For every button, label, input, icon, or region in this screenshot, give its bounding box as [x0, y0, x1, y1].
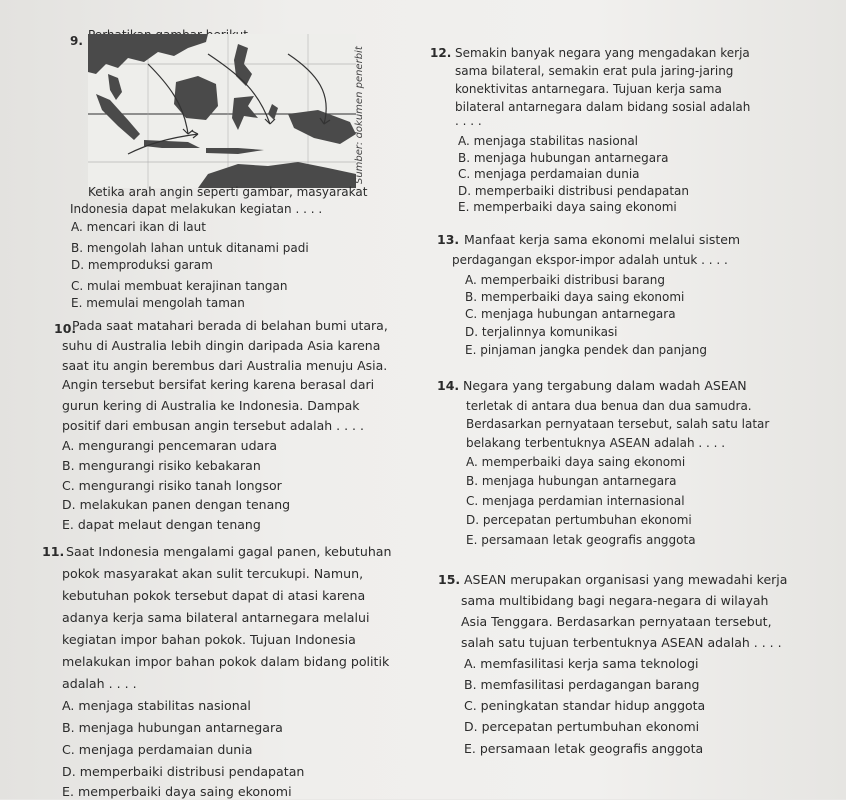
q10-option-d[interactable]: D. melakukan panen dengan tenang: [62, 497, 291, 512]
q12-option-a[interactable]: A. menjaga stabilitas nasional: [458, 134, 639, 148]
q11-option-c[interactable]: C. menjaga perdamaian dunia: [62, 742, 253, 757]
q13-number: 13.: [437, 232, 460, 247]
q10-option-b[interactable]: B. mengurangi risiko kebakaran: [62, 458, 261, 473]
q11-stem-line: pokok masyarakat akan sulit tercukupi. Namun,: [62, 566, 364, 581]
q13-option-d[interactable]: D. terjalinnya komunikasi: [465, 325, 618, 339]
q10-number: 10.: [54, 321, 77, 336]
q14-number: 14.: [437, 378, 460, 393]
q11-stem-line: adanya kerja sama bilateral antarnegara melalui: [62, 610, 370, 625]
q9-option-b[interactable]: B. mengolah lahan untuk ditanami padi: [71, 241, 309, 255]
q13-option-a[interactable]: A. memperbaiki distribusi barang: [465, 273, 666, 287]
q12-option-b[interactable]: B. menjaga hubungan antarnegara: [458, 151, 669, 165]
q9-option-d[interactable]: D. memproduksi garam: [71, 258, 213, 272]
q15-stem-line: ASEAN merupakan organisasi yang mewadahi kerja: [464, 572, 788, 587]
q10-option-a[interactable]: A. mengurangi pencemaran udara: [62, 438, 277, 453]
q14-option-b[interactable]: B. menjaga hubungan antarnegara: [466, 474, 677, 488]
q11-option-d[interactable]: D. memperbaiki distribusi pendapatan: [62, 764, 305, 779]
q10-option-c[interactable]: C. mengurangi risiko tanah longsor: [62, 478, 282, 493]
q14-stem-line: Negara yang tergabung dalam wadah ASEAN: [463, 378, 747, 393]
q15-stem-line: sama multibidang bagi negara-negara di wilayah: [461, 593, 769, 608]
q12-stem-line: konektivitas antarnegara. Tujuan kerja sama: [455, 82, 722, 96]
q10-stem-line: gurun kering di Australia ke Indonesia. Dampak: [62, 398, 360, 413]
q11-option-a[interactable]: A. menjaga stabilitas nasional: [62, 698, 251, 713]
wind-direction-map: [88, 34, 356, 188]
q10-stem-line: saat itu angin berembus dari Australia menuju Asia.: [62, 358, 388, 373]
q9-option-c[interactable]: C. mulai membuat kerajinan tangan: [71, 279, 288, 293]
q14-stem-line: terletak di antara dua benua dan dua samudra.: [466, 399, 752, 413]
q12-stem-line: sama bilateral, semakin erat pula jaring-jaring: [455, 64, 734, 78]
q12-stem-line: . . . .: [455, 114, 482, 128]
q10-stem-line: Angin tersebut bersifat kering karena berasal dari: [62, 377, 375, 392]
q11-stem-line: kegiatan impor bahan pokok. Tujuan Indonesia: [62, 632, 356, 647]
q14-stem-line: Berdasarkan pernyataan tersebut, salah satu latar: [466, 417, 770, 431]
q9-number: 9.: [70, 34, 83, 48]
q13-stem-line: perdagangan ekspor-impor adalah untuk . . . .: [452, 253, 728, 267]
q11-option-e[interactable]: E. memperbaiki daya saing ekonomi: [62, 784, 292, 799]
q12-option-e[interactable]: E. memperbaiki daya saing ekonomi: [458, 200, 677, 214]
q14-option-d[interactable]: D. percepatan pertumbuhan ekonomi: [466, 513, 692, 527]
q10-stem-line: suhu di Australia lebih dingin daripada Asia karena: [62, 338, 381, 353]
q13-option-e[interactable]: E. pinjaman jangka pendek dan panjang: [465, 343, 707, 357]
q14-stem-line: belakang terbentuknya ASEAN adalah . . . .: [466, 436, 726, 450]
q9-option-a[interactable]: A. mencari ikan di laut: [71, 220, 206, 234]
q12-stem-line: Semakin banyak negara yang mengadakan kerja: [455, 46, 750, 60]
q13-option-b[interactable]: B. memperbaiki daya saing ekonomi: [465, 290, 685, 304]
q15-option-a[interactable]: A. memfasilitasi kerja sama teknologi: [464, 656, 699, 671]
map-source-caption: Sumber: dokumen penerbit: [354, 46, 365, 184]
q15-option-e[interactable]: E. persamaan letak geografis anggota: [464, 741, 704, 756]
q14-option-e[interactable]: E. persamaan letak geografis anggota: [466, 533, 696, 547]
q11-option-b[interactable]: B. menjaga hubungan antarnegara: [62, 720, 283, 735]
q15-option-c[interactable]: C. peningkatan standar hidup anggota: [464, 698, 706, 713]
q12-number: 12.: [430, 46, 452, 60]
q12-option-d[interactable]: D. memperbaiki distribusi pendapatan: [458, 184, 689, 198]
q11-stem-line: Saat Indonesia mengalami gagal panen, kebutuhan: [66, 544, 392, 559]
q12-option-c[interactable]: C. menjaga perdamaian dunia: [458, 167, 640, 181]
q10-stem-line: Pada saat matahari berada di belahan bumi utara,: [72, 318, 388, 333]
q11-stem-line: melakukan impor bahan pokok dalam bidang politik: [62, 654, 390, 669]
q15-option-d[interactable]: D. percepatan pertumbuhan ekonomi: [464, 719, 700, 734]
q14-option-a[interactable]: A. memperbaiki daya saing ekonomi: [466, 455, 686, 469]
q11-stem-line: kebutuhan pokok tersebut dapat di atasi karena: [62, 588, 366, 603]
q13-stem-line: Manfaat kerja sama ekonomi melalui sistem: [464, 232, 741, 247]
q10-option-e[interactable]: E. dapat melaut dengan tenang: [62, 517, 261, 532]
q15-stem-line: salah satu tujuan terbentuknya ASEAN adalah . . . .: [461, 635, 782, 650]
q11-number: 11.: [42, 544, 65, 559]
q12-stem-line: bilateral antarnegara dalam bidang sosial adalah: [455, 100, 751, 114]
q15-stem-line: Asia Tenggara. Berdasarkan pernyataan tersebut,: [461, 614, 772, 629]
q15-option-b[interactable]: B. memfasilitasi perdagangan barang: [464, 677, 700, 692]
q9-option-e[interactable]: E. memulai mengolah taman: [71, 296, 245, 310]
q10-stem-line: positif dari embusan angin tersebut adalah . . . .: [62, 418, 364, 433]
q9-stem-line: Indonesia dapat melakukan kegiatan . . . .: [70, 202, 323, 216]
q13-option-c[interactable]: C. menjaga hubungan antarnegara: [465, 307, 676, 321]
q15-number: 15.: [438, 572, 461, 587]
q9-stem-line: Ketika arah angin seperti gambar, masyarakat: [88, 185, 368, 199]
q14-option-c[interactable]: C. menjaga perdamian internasional: [466, 494, 685, 508]
q11-stem-line: adalah . . . .: [62, 676, 137, 691]
